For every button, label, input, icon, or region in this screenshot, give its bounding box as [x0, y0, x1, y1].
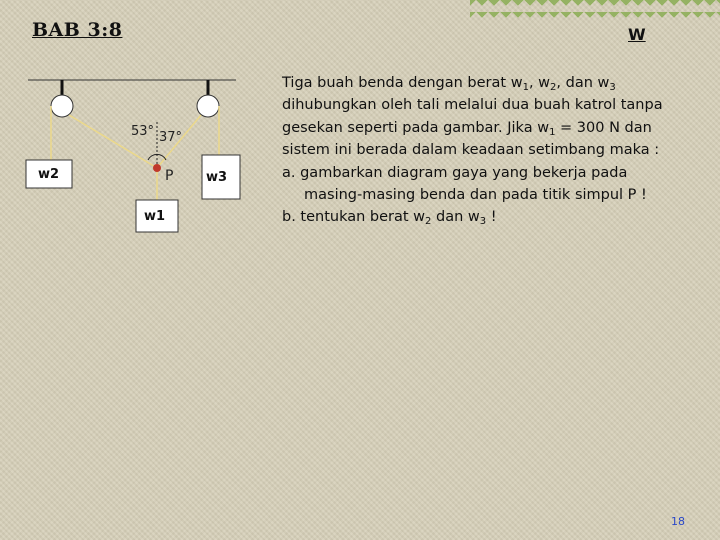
problem-line-4: sistem ini berada dalam keadaan setimbang maka :	[282, 142, 660, 159]
decorative-chevron-band	[470, 0, 720, 18]
problem-line-6: masing-masing benda dan pada titik simpul P !	[304, 187, 647, 204]
pulley-diagram	[0, 0, 280, 250]
problem-text	[282, 72, 707, 229]
weight-w2-label: w2	[38, 167, 60, 182]
knot-label: P	[165, 168, 174, 184]
rope-left-to-knot	[69, 115, 157, 168]
problem-line-3: gesekan seperti pada gambar. Jika $w_1 = 300$ N dan	[282, 119, 652, 138]
problem-line-2: dihubungkan oleh tali melalui dua buah katrol tanpa	[282, 97, 663, 114]
page-number: 18	[671, 515, 685, 528]
corner-label: W	[628, 25, 646, 44]
weight-w3-label: w3	[206, 170, 228, 185]
left-pulley	[51, 95, 73, 117]
problem-line-7: b. tentukan berat $w_2$ dan $w_3$ !	[282, 209, 497, 228]
slide-title: BAB 3:8	[32, 19, 123, 41]
knot-p	[153, 164, 161, 172]
problem-line-1: Tiga buah benda dengan berat $w_1$, $w_2$, dan $w_3$	[282, 75, 616, 93]
angle-left-label: 53°	[131, 124, 155, 139]
angle-right-label: 37°	[159, 130, 183, 145]
weight-w1-label: w1	[144, 209, 166, 224]
right-pulley	[197, 95, 219, 117]
problem-line-5: a. gambarkan diagram gaya yang bekerja pada	[282, 164, 628, 181]
